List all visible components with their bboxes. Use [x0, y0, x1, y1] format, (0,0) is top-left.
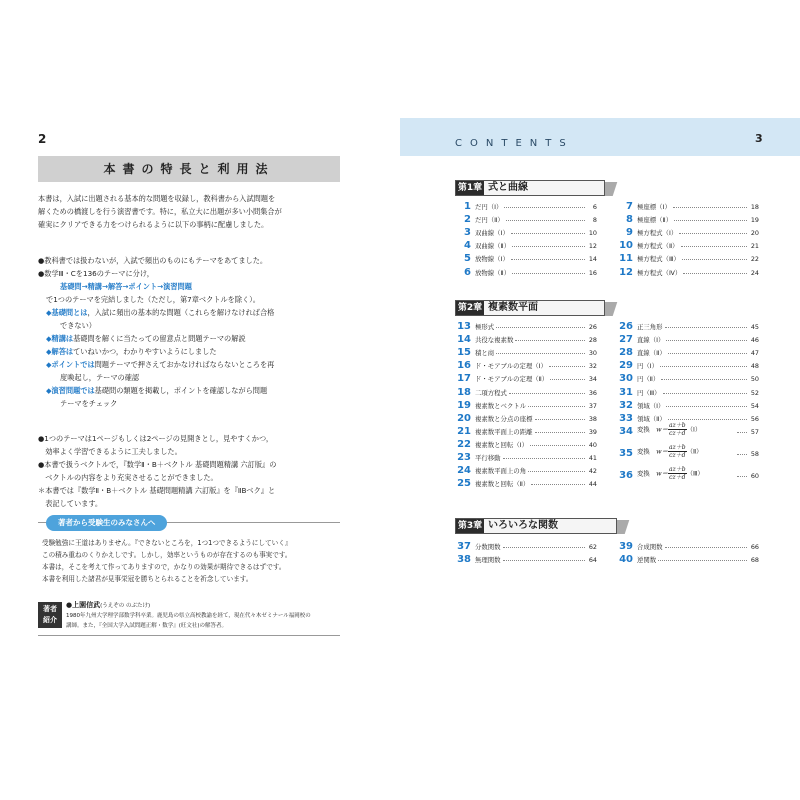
toc-entry-page: 30 — [588, 349, 597, 358]
note-line: ＊本書では『数学Ⅱ・B＋ベクトル 基礎問題精講 六訂版』を『ⅡBベク』と — [38, 486, 276, 495]
toc-entry-number: 3 — [464, 227, 471, 239]
feature-item: テーマをチェック — [60, 399, 118, 408]
toc-entry-title: 複素数と分点の座標 — [475, 414, 533, 423]
toc-entry[interactable] — [617, 386, 759, 399]
toc-entry-page: 48 — [750, 362, 759, 371]
toc-entry-page: 57 — [750, 427, 759, 436]
dot-leader — [663, 393, 747, 394]
dot-leader — [549, 366, 585, 367]
toc-entry-page: 46 — [750, 336, 759, 345]
toc-entry-number: 12 — [619, 266, 633, 278]
toc-entry-title: 平行移動 — [475, 454, 501, 462]
toc-entry-page: 22 — [750, 255, 759, 264]
toc-entry-page: 34 — [588, 375, 597, 384]
toc-entry-page: 42 — [588, 467, 597, 476]
toc-entry-page: 50 — [750, 375, 759, 384]
toc-entry-title: 複素数と回転（Ⅱ） — [475, 480, 530, 489]
toc-entry-page: 38 — [588, 414, 597, 423]
toc-entry-page: 6 — [592, 203, 597, 211]
contents-header-band — [400, 118, 800, 156]
dot-leader — [737, 476, 747, 477]
toc-entry[interactable] — [617, 465, 759, 482]
toc-entry-title: 領域（Ⅱ） — [637, 414, 666, 423]
toc-entry[interactable] — [455, 386, 597, 399]
toc-entry[interactable] — [455, 412, 597, 425]
dot-leader — [535, 419, 585, 420]
toc-entry[interactable] — [617, 399, 759, 412]
dot-leader — [665, 327, 747, 328]
dot-leader — [512, 273, 585, 274]
toc-entry-title: 積と商 — [475, 349, 495, 358]
feature-bullet: ●教科書では扱わないが，入試で頻出のものにもテーマをあてました。 — [38, 256, 268, 265]
intro-line: 解くための橋渡しを行う演習書です。特に，私立大に出題が多い小問集合が — [38, 207, 282, 216]
toc-entry-number: 32 — [619, 399, 633, 411]
dot-leader — [503, 458, 585, 459]
dot-leader — [515, 340, 585, 341]
feature-list — [38, 254, 340, 410]
toc-entry-number: 5 — [464, 253, 471, 265]
dot-leader — [550, 379, 585, 380]
feature-item: ◆解答はていねいかつ，わかりやすいようにしました — [46, 347, 217, 356]
toc-entry-page: 58 — [750, 449, 759, 458]
toc-entry-page: 68 — [750, 556, 759, 565]
toc-entry-page: 26 — [588, 323, 597, 331]
chapter-number: 第1章 — [457, 183, 483, 193]
dot-leader — [737, 454, 747, 455]
toc-entry-title: 極方程式（Ⅳ） — [637, 268, 682, 277]
toc-entry-page: 28 — [588, 336, 597, 345]
toc-entry-title: 直線（Ⅱ） — [637, 349, 666, 358]
feature-item: できない） — [60, 321, 96, 330]
toc-entry[interactable] — [455, 540, 597, 553]
toc-entry-title: 複素数とベクトル — [475, 401, 527, 410]
chapter-number: 第2章 — [457, 303, 483, 313]
toc-entry-number: 25 — [457, 478, 471, 490]
toc-entry-title: ド・モアブルの定理（Ⅱ） — [475, 375, 549, 384]
toc-entry-number: 24 — [457, 465, 471, 477]
dot-leader — [511, 259, 585, 260]
feature-item: ◆演習問題では基礎問の類題を掲載し，ポイントを確認しながら問題 — [46, 386, 268, 395]
author-message — [42, 537, 338, 585]
toc-entry-page: 52 — [750, 388, 759, 397]
toc-entry-title: 二項方程式 — [475, 388, 507, 397]
dot-leader — [681, 246, 748, 247]
toc-entry-title: 直線（Ⅰ） — [637, 336, 665, 345]
toc-entry-title: だ円（Ⅰ） — [475, 203, 503, 211]
dot-leader — [661, 379, 747, 380]
toc-entry[interactable] — [455, 372, 597, 385]
toc-entry[interactable] — [617, 421, 759, 438]
fraction-formula: $\frac{az+b}{cz+d}$ — [669, 465, 686, 481]
toc-entry-number: 34 — [619, 425, 633, 437]
toc-entry[interactable] — [617, 443, 759, 460]
toc-entry[interactable] — [617, 226, 759, 239]
toc-entry-title: 複素数と回転（Ⅰ） — [475, 440, 529, 449]
chapter-heading-box — [455, 300, 605, 316]
toc-entry-number: 15 — [457, 347, 471, 359]
toc-entry-number: 20 — [457, 412, 471, 424]
chapter-title: いろいろな関数 — [488, 520, 558, 531]
dot-leader — [531, 484, 585, 485]
dot-leader — [528, 406, 585, 407]
toc-entry-title: 変換 w＝ $\frac{az+b}{cz+d}$ （Ⅲ） — [637, 465, 704, 481]
author-name: ●上園信武(うえぞの のぶたけ) — [66, 601, 151, 609]
author-label: 著者 紹介 — [38, 602, 62, 628]
toc-entry-title: 複素数平面上の距離 — [475, 427, 533, 436]
dot-leader — [496, 353, 585, 354]
toc-entry-title: 放物線（Ⅱ） — [475, 268, 511, 277]
toc-entry-number: 27 — [619, 334, 633, 346]
toc-entry-number: 31 — [619, 386, 633, 398]
toc-entry[interactable] — [617, 213, 759, 226]
toc-entry-number: 17 — [457, 373, 471, 385]
toc-entry-number: 8 — [626, 214, 633, 226]
dot-leader — [503, 560, 585, 561]
feature-item: ◆精講は基礎問を解くに当たっての留意点と問題テーマの解説 — [46, 334, 246, 343]
chapter-heading-box — [455, 180, 605, 196]
toc-entry[interactable] — [617, 346, 759, 359]
study-flow: 基礎問→精講→解答→ポイント→演習問題 — [60, 282, 192, 291]
fraction-formula: $\frac{az+b}{cz+d}$ — [669, 421, 686, 437]
toc-entry-page: 20 — [750, 229, 759, 238]
page-number: 3 — [755, 132, 763, 145]
dot-leader — [674, 220, 747, 221]
toc-entry-number: 33 — [619, 412, 633, 424]
toc-entry[interactable] — [617, 333, 759, 346]
toc-entry-title: 双曲線（Ⅰ） — [475, 229, 509, 238]
toc-entry[interactable] — [617, 239, 759, 252]
toc-entry[interactable] — [455, 226, 597, 239]
toc-entry-title: ド・モアブルの定理（Ⅰ） — [475, 362, 547, 371]
note-line: 表記しています。 — [38, 499, 103, 508]
toc-entry[interactable] — [617, 553, 759, 566]
toc-entry-title: 領域（Ⅰ） — [637, 401, 665, 410]
author-message-box — [38, 518, 340, 594]
dot-leader — [668, 353, 747, 354]
toc-entry-number: 29 — [619, 360, 633, 372]
author-profile — [38, 600, 340, 636]
chapter-title: 式と曲線 — [488, 182, 528, 193]
toc-entry-title: だ円（Ⅱ） — [475, 216, 504, 225]
flow-note: で1つのテーマを完結しました（ただし，第7章ベクトルを除く）。 — [46, 295, 260, 304]
toc-entry-page: 14 — [588, 255, 597, 264]
chapter-heading — [455, 518, 627, 534]
toc-entry-title: 共役な複素数 — [475, 336, 514, 345]
toc-entry-number: 16 — [457, 360, 471, 372]
toc-entry[interactable] — [617, 320, 759, 333]
intro-line: 本書は，入試に出題される基本的な問題を収録し，教科書から入試問題を — [38, 194, 276, 203]
feature-item: ◆基礎問とは，入試に頻出の基本的な問題（これらを解けなければ合格 — [46, 308, 275, 317]
toc-entry-title: 極形式 — [475, 323, 495, 331]
dot-leader — [666, 406, 747, 407]
author-bio: 1980年九州大学理学部数学科卒業。鹿児島の県立高校教諭を経て，現在代々木ゼミナール福岡校の 講師。また，『全国大学入試問題正解・数学』(旺文社)の解答者。 — [66, 613, 311, 629]
toc-entry-page: 32 — [588, 362, 597, 371]
toc-entry-title: 円（Ⅱ） — [637, 375, 660, 384]
dot-leader — [530, 445, 585, 446]
toc-entry-number: 21 — [457, 425, 471, 437]
toc-entry-page: 21 — [750, 242, 759, 251]
toc-entry-page: 10 — [588, 229, 597, 238]
toc-entry-number: 26 — [619, 321, 633, 332]
toc-entry-number: 1 — [464, 201, 471, 212]
intro-paragraph — [38, 192, 340, 231]
feature-item: ◆ポイントでは問題テーマで押さえておかなければならないところを再 — [46, 360, 275, 369]
toc-entry-number: 6 — [464, 266, 471, 278]
toc-entry-number: 38 — [457, 554, 471, 566]
toc-entry-page: 36 — [588, 388, 597, 397]
chapter-title: 複素数平面 — [488, 302, 538, 313]
toc-entry-title: 双曲線（Ⅱ） — [475, 242, 511, 251]
toc-entry[interactable] — [455, 213, 597, 226]
dot-leader — [658, 560, 747, 561]
toc-entry-title: 極方程式（Ⅰ） — [637, 229, 678, 238]
dot-leader — [496, 327, 585, 328]
toc-entry[interactable] — [455, 438, 597, 451]
chapter-heading — [455, 180, 615, 196]
toc-entry-page: 64 — [588, 556, 597, 565]
toc-entry-page: 47 — [750, 349, 759, 358]
intro-line: 確実にクリアできる力をつけられるように以下の事柄に配慮しました。 — [38, 220, 269, 229]
toc-entry[interactable] — [617, 252, 759, 265]
toc-entry-page: 45 — [750, 323, 759, 331]
toc-entry-number: 10 — [619, 240, 633, 252]
toc-entry-number: 30 — [619, 373, 633, 385]
toc-entry-page: 54 — [750, 401, 759, 410]
toc-entry-number: 2 — [464, 214, 471, 226]
toc-entry[interactable] — [455, 266, 597, 279]
toc-entry[interactable] — [617, 200, 759, 213]
toc-entry-title: 極方程式（Ⅱ） — [637, 242, 679, 251]
toc-entry-title: 合成関数 — [637, 543, 663, 551]
message-line: 本書は，そこを考えて作ってありますので，かなりの効果が期待できるはずです。 — [42, 563, 286, 571]
toc-entry-page: 37 — [588, 401, 597, 410]
page-number: 2 — [38, 132, 47, 146]
toc-entry-number: 9 — [626, 227, 633, 239]
toc-entry-page: 12 — [588, 242, 597, 251]
toc-entry-title: 円（Ⅰ） — [637, 362, 659, 371]
dot-leader — [668, 419, 747, 420]
toc-entry-number: 23 — [457, 452, 471, 463]
toc-entry[interactable] — [455, 425, 597, 438]
toc-entry[interactable] — [455, 200, 597, 213]
toc-entry-title: 変換 w＝ $\frac{az+b}{cz+d}$ （Ⅱ） — [637, 443, 703, 459]
toc-entry[interactable] — [455, 320, 597, 333]
toc-entry[interactable] — [455, 464, 597, 477]
fraction-formula: $\frac{az+b}{cz+d}$ — [669, 443, 686, 459]
toc-entry-page: 66 — [750, 543, 759, 551]
toc-entry-number: 13 — [457, 321, 471, 332]
feature-item: 度喚起し，テーマの確認 — [60, 373, 140, 382]
toc-entry-page: 24 — [750, 268, 759, 277]
toc-entry-title: 分数関数 — [475, 543, 501, 551]
toc-entry-page: 19 — [750, 216, 759, 225]
dot-leader — [528, 471, 585, 472]
chapter-heading-box — [455, 518, 617, 534]
toc-entry-number: 40 — [619, 554, 633, 566]
dot-leader — [683, 273, 747, 274]
toc-entry-title: 無理関数 — [475, 556, 501, 565]
toc-entry-number: 39 — [619, 541, 633, 552]
toc-entry[interactable] — [455, 359, 597, 372]
toc-entry-page: 40 — [588, 440, 597, 449]
dot-leader — [506, 220, 585, 221]
dot-leader — [673, 207, 747, 208]
dot-leader — [666, 340, 747, 341]
toc-entry-title: 複素数平面上の角 — [475, 467, 527, 476]
toc-entry-number: 35 — [619, 447, 633, 459]
message-label: 著者から受験生のみなさんへ — [46, 515, 167, 531]
message-line: この積み重ねのくりかえしです。しかし，効率というものが存在するのも事実です。 — [42, 551, 292, 559]
chapter-heading — [455, 300, 615, 316]
toc-entry-number: 37 — [457, 541, 471, 552]
page-title: 本書の特長と利用法 — [38, 156, 340, 182]
toc-entry-page: 62 — [588, 543, 597, 551]
toc-entry-page: 60 — [750, 471, 759, 480]
dot-leader — [509, 393, 585, 394]
note-line: ●1つのテーマは1ページもしくは2ページの見開きとし，見やすくかつ， — [38, 434, 274, 443]
toc-entry[interactable] — [617, 359, 759, 372]
toc-entry-title: 極座標（Ⅰ） — [637, 203, 671, 211]
dot-leader — [737, 432, 747, 433]
dot-leader — [535, 432, 585, 433]
toc-entry-number: 14 — [457, 334, 471, 346]
note-line: ベクトルの内容をより充実させることができました。 — [38, 473, 218, 482]
contents-heading: CONTENTS — [455, 138, 574, 149]
dot-leader — [511, 233, 585, 234]
toc-entry-number: 18 — [457, 386, 471, 398]
toc-entry[interactable] — [617, 266, 759, 279]
toc-entry[interactable] — [455, 252, 597, 265]
toc-entry[interactable] — [617, 540, 759, 553]
left-page — [38, 128, 340, 648]
dot-leader — [682, 259, 747, 260]
dot-leader — [665, 547, 747, 548]
message-line: 受験勉強に王道はありません。『できないところを，1つ1つできるようにしていく』 — [42, 539, 292, 547]
dot-leader — [503, 547, 585, 548]
toc-entry-title: 放物線（Ⅰ） — [475, 255, 509, 264]
toc-entry-number: 11 — [619, 253, 633, 265]
toc-entry[interactable] — [617, 372, 759, 385]
toc-entry-page: 41 — [588, 454, 597, 462]
toc-entry-page: 44 — [588, 480, 597, 489]
message-line: 本書を利用した諸君が見事栄冠を勝ちとられることを祈念しています。 — [42, 575, 253, 583]
note-line: 効率よく学習できるように工夫しました。 — [38, 447, 182, 456]
toc-entry-title: 変換 w＝ $\frac{az+b}{cz+d}$ （Ⅰ） — [637, 421, 702, 437]
toc-entry[interactable] — [455, 333, 597, 346]
toc-entry-number: 22 — [457, 438, 471, 450]
toc-entry-title: 円（Ⅲ） — [637, 388, 661, 397]
toc-entry[interactable] — [455, 451, 597, 464]
toc-entry-page: 8 — [592, 216, 597, 225]
notes-list — [38, 432, 340, 510]
toc-entry[interactable] — [455, 346, 597, 359]
toc-entry-title: 正三角形 — [637, 323, 663, 331]
toc-entry-title: 極座標（Ⅱ） — [637, 216, 673, 225]
toc-entry-title: 逆関数 — [637, 556, 657, 565]
dot-leader — [504, 207, 585, 208]
dot-leader — [679, 233, 747, 234]
toc-entry-title: 極方程式（Ⅲ） — [637, 255, 680, 264]
toc-entry-number: 19 — [457, 399, 471, 411]
note-line: ●本書で扱うベクトルで，『数学Ⅱ・B＋ベクトル 基礎問題精講 六訂版』の — [38, 460, 277, 469]
chapter-number: 第3章 — [457, 521, 483, 531]
dot-leader — [512, 246, 585, 247]
toc-entry-number: 7 — [626, 201, 633, 212]
toc-entry-page: 18 — [750, 203, 759, 211]
toc-entry-number: 4 — [464, 240, 471, 252]
toc-entry-page: 39 — [588, 427, 597, 436]
toc-entry[interactable] — [455, 239, 597, 252]
toc-entry-number: 36 — [619, 469, 633, 481]
toc-entry[interactable] — [455, 399, 597, 412]
dot-leader — [660, 366, 747, 367]
toc-entry[interactable] — [455, 477, 597, 490]
toc-entry[interactable] — [455, 553, 597, 566]
feature-bullet: ●数学Ⅲ・Cを136のテーマに分け， — [38, 269, 154, 278]
toc-entry-page: 56 — [750, 414, 759, 423]
toc-entry-page: 16 — [588, 268, 597, 277]
toc-entry-number: 28 — [619, 347, 633, 359]
